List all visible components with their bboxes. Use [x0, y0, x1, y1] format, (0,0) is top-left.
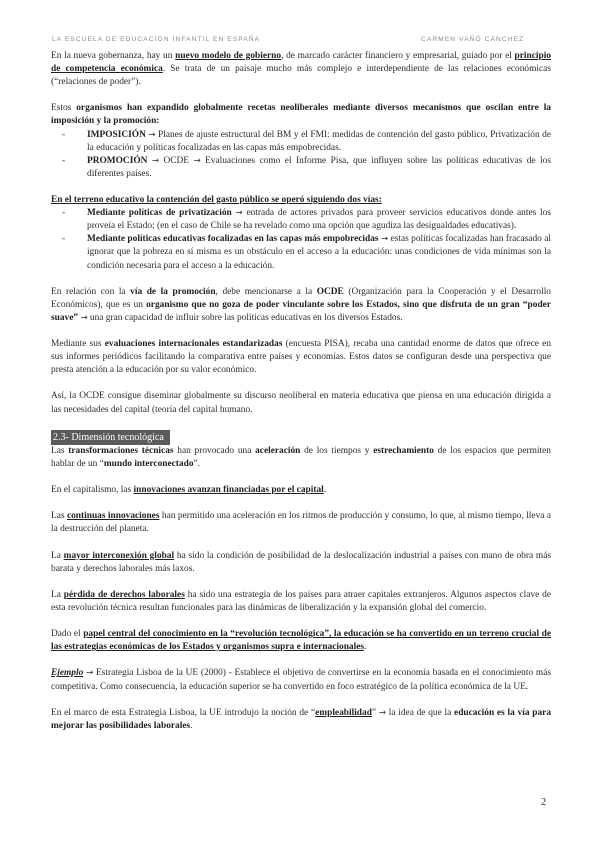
text-run: En el marco de esta Estrategia Lisboa, la UE introdujo la noción de “	[51, 707, 316, 718]
running-header-left: LA ESCUELA DE EDUCACIÓN INFANTIL EN ESPAÑA	[52, 36, 261, 43]
emphasis-text: empleabilidad	[315, 707, 372, 718]
text-run: Estrategia Lisboa de la UE (2000) - Establece el objetivo de convertirse en la economía basada en el conocimiento más competitiva. Como consecuencia, la educación superior se ha convertido en foco estratégico de la política económica de la UE.	[51, 668, 552, 692]
page-number: 2	[541, 797, 547, 808]
item-label: Mediante políticas de privatización	[87, 208, 232, 219]
emphasis-text: papel central del conocimiento en la “revolución tecnológica”, la educación se ha convertido en un terreno crucial de las estrategias económicas de los Estados y organismos supra e internacionales	[51, 629, 551, 653]
paragraph-example-lisbon	[51, 667, 551, 693]
emphasis-text: aceleración	[255, 445, 301, 456]
text-run: En el capitalismo, las	[51, 485, 134, 496]
text-run: ha sido una estrategia de los países para atraer capitales extranjeros. Algunos aspectos clave de esta revolución técnica resultan funcionales para las dinámicas de liberalización y la expansión global del comercio.	[51, 589, 551, 613]
text-run: han permitido una aceleración en los ritmos de producción y consumo, lo que, al mismo tiempo, lleva a la destrucción del planeta.	[51, 511, 551, 535]
item-text: OCDE	[159, 155, 194, 166]
text-run: Las	[51, 445, 69, 456]
paragraph-spending-heading	[51, 194, 551, 207]
item-text: Evaluaciones como el Informe Pisa, que influyen sobre las políticas educativas de los diferentes países.	[87, 155, 551, 179]
emphasis-text: pérdida de derechos laborales	[63, 589, 185, 600]
text-run: (encuesta PISA), recaba una cantidad enorme de datos que ofrece en sus informes periódicos facilitando la comparativa entre países y economías. Estos datos se configuran desde una perspectiva que presta atención a la educación por su valor económico.	[51, 339, 552, 376]
list-item	[51, 129, 551, 155]
text-run: ”	[371, 707, 379, 718]
arrow-icon: →	[148, 129, 156, 140]
emphasis-text: organismo que no goza de poder vinculante sobre los Estados, sino que disfruta de un gran “poder suave”	[51, 299, 551, 323]
emphasis-text: continuas innovaciones	[66, 511, 160, 522]
text-run: han provocado una	[173, 445, 256, 456]
text-run: Dado el	[51, 629, 84, 640]
text-run: , debe mencionarse a la	[215, 286, 317, 297]
emphasis-text: organismos han expandido globalmente recetas neoliberales mediante diversos mecanismos que oscilan entre la imposición y la promoción:	[51, 103, 551, 127]
text-run: (Organización para la Cooperación y el Desarrollo Económicos), que es un	[51, 286, 551, 310]
arrow-icon: →	[86, 668, 94, 679]
text-run: En la nueva gobernanza, hay un	[51, 51, 176, 61]
paragraph-innovations	[51, 510, 551, 536]
paragraph-employability	[51, 707, 551, 733]
text-run: La	[51, 589, 64, 600]
text-run: Estos	[51, 103, 77, 114]
text-run: de los tiempos y	[300, 445, 374, 456]
text-run: Las	[51, 511, 67, 522]
paragraph-evaluations	[51, 338, 551, 377]
emphasis-text: En el terreno educativo la contención del gasto público se operó siguiendo dos vías:	[51, 195, 382, 206]
paragraph-organisms	[51, 102, 551, 128]
item-text: Planes de ajuste estructural del BM y el FMI: medidas de contención del gasto público. Privatización de la educación y políticas focalizadas en las capas más empobrecidas.	[87, 129, 551, 153]
text-run: ha sido la condición de posibilidad de la deslocalización industrial a países con mano de obra más barata y derechos laborales más laxos.	[51, 550, 551, 574]
text-run: . Se trata de un paisaje mucho más complejo e interdependiente de las relaciones económicas (“relaciones de poder”).	[51, 64, 551, 88]
item-text: estas políticas focalizadas han fracasado al ignorar que la pobreza en sí misma es un obstáculo en el acceso a la educación: unas condiciones de vida mínimas son la condición necesaria para el acceso a la educación.	[87, 234, 551, 271]
emphasis-text: mundo interconectado	[103, 458, 194, 469]
text-run: una gran capacidad de influir sobre las políticas educativas en los diversos Estados.	[87, 312, 403, 323]
text-run: , de marcado carácter financiero y empresarial, guiado por el	[281, 51, 515, 61]
text-run: ”.	[193, 458, 201, 469]
text-run: En relación con la	[51, 286, 131, 297]
arrow-icon: →	[151, 155, 160, 166]
paragraph-ocde-discourse: Así, la OCDE consigue diseminar globalmente su discurso neoliberal en materia educativa que piensa en una educación dirigida a las necesidades del capital (teoría del capital humano.	[51, 391, 551, 415]
text-run: la idea de que la	[385, 707, 455, 718]
section-title: 2.3- Dimensión tecnológica	[51, 430, 170, 445]
emphasis-text: Ejemplo	[51, 668, 84, 679]
text-run: Mediante sus	[51, 339, 105, 350]
paragraph-capitalism	[51, 484, 551, 497]
arrow-icon: →	[80, 312, 88, 323]
emphasis-text: evaluaciones internacionales estandarizadas	[104, 339, 283, 350]
text-run: .	[323, 485, 327, 496]
item-label: IMPOSICIÓN	[87, 129, 146, 140]
running-header-right: CARMEN VAÑÓ CÁNCHEZ	[421, 36, 525, 43]
paragraph-governance	[51, 50, 551, 89]
emphasis-text: principio de competencia económica	[51, 51, 552, 75]
emphasis-text: mayor interconexión global	[63, 550, 175, 561]
paragraph-knowledge	[51, 628, 551, 654]
arrow-icon: →	[381, 234, 389, 245]
arrow-icon: →	[193, 155, 201, 166]
section-heading	[51, 430, 551, 445]
list-item	[51, 207, 551, 233]
emphasis-text: educación es la vía para mejorar las posibilidades laborales	[51, 707, 552, 731]
page-body	[51, 50, 551, 733]
text-run: de los espacios que permiten hablar de un “	[51, 445, 551, 469]
item-label: Mediante políticas educativas focalizadas en las capas más empobrecidas	[87, 234, 379, 245]
emphasis-text: innovaciones avanzan financiadas por el capital	[133, 485, 324, 496]
paragraph-labor-rights	[51, 589, 551, 615]
paragraph-interconnection	[51, 550, 551, 576]
emphasis-text: vía de la promoción	[130, 286, 216, 297]
routes-list	[51, 207, 551, 272]
text-run: .	[364, 642, 367, 653]
text-run: La	[51, 550, 64, 561]
emphasis-text: OCDE	[316, 286, 344, 297]
mechanisms-list	[51, 129, 551, 181]
list-item	[51, 155, 551, 181]
arrow-icon: →	[378, 707, 386, 718]
emphasis-text: transformaciones técnicas	[68, 445, 174, 456]
emphasis-text: nuevo modelo de gobierno	[175, 51, 282, 61]
text-run: .	[190, 720, 193, 731]
paragraph-ocde	[51, 286, 551, 325]
item-label: PROMOCIÓN	[87, 155, 148, 166]
item-text: entrada de actores privados para proveer servicios educativos donde antes los proveía el Estado; (en el caso de Chile se ha revelado como una opción que agudiza las desigualdades educativas).	[87, 208, 552, 232]
paragraph-transformations	[51, 445, 551, 471]
list-item	[51, 233, 551, 272]
emphasis-text: estrechamiento	[373, 445, 434, 456]
arrow-icon: →	[235, 208, 243, 219]
